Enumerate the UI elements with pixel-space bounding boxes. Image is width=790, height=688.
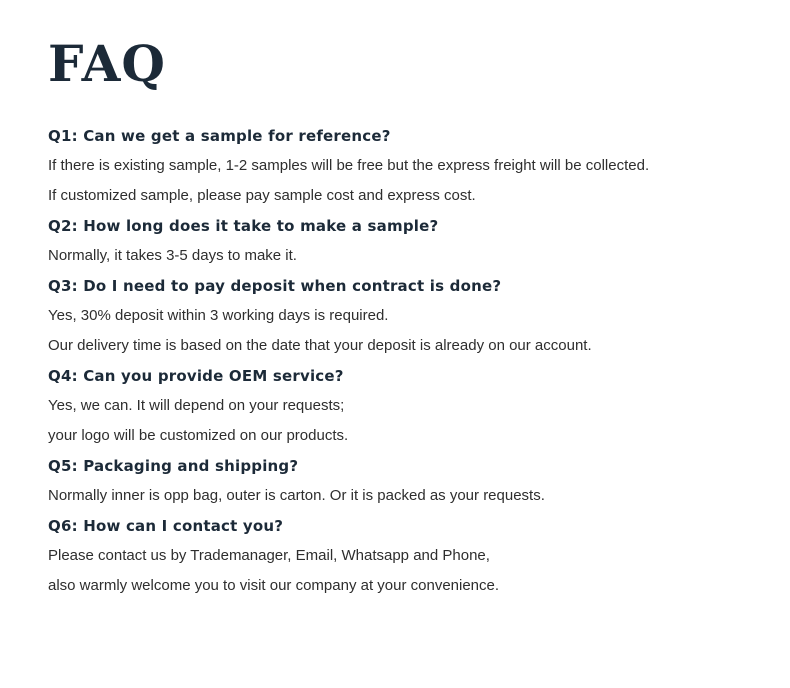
faq-question: Q6: How can I contact you? [48,517,284,535]
page-title: FAQ [48,34,166,93]
faq-item-q3 [48,271,778,361]
faq-question: Q4: Can you provide OEM service? [48,367,344,385]
faq-answer: Normally inner is opp bag, outer is carton. Or it is packed as your requests. [48,487,545,504]
faq-answer: Normally, it takes 3-5 days to make it. [48,247,297,264]
faq-question: Q3: Do I need to pay deposit when contract is done? [48,277,502,295]
faq-list [48,121,778,601]
faq-answer: If customized sample, please pay sample cost and express cost. [48,187,476,204]
faq-item-q6 [48,511,778,601]
faq-question: Q2: How long does it take to make a sample? [48,217,439,235]
faq-answer: Yes, we can. It will depend on your requests; [48,397,345,414]
faq-item-q1 [48,121,778,211]
faq-answer: Yes, 30% deposit within 3 working days is required. [48,307,389,324]
faq-answer: Please contact us by Trademanager, Email, Whatsapp and Phone, [48,547,490,564]
faq-answer: also warmly welcome you to visit our company at your convenience. [48,577,500,594]
faq-question: Q1: Can we get a sample for reference? [48,127,391,145]
faq-answer: Our delivery time is based on the date that your deposit is already on our account. [48,337,592,354]
faq-item-q4 [48,361,778,451]
faq-item-q2 [48,211,778,271]
faq-question: Q5: Packaging and shipping? [48,457,299,475]
faq-item-q5 [48,451,778,511]
faq-answer: your logo will be customized on our products. [48,427,349,444]
faq-answer: If there is existing sample, 1-2 samples will be free but the express freight will be collected. [48,157,650,174]
